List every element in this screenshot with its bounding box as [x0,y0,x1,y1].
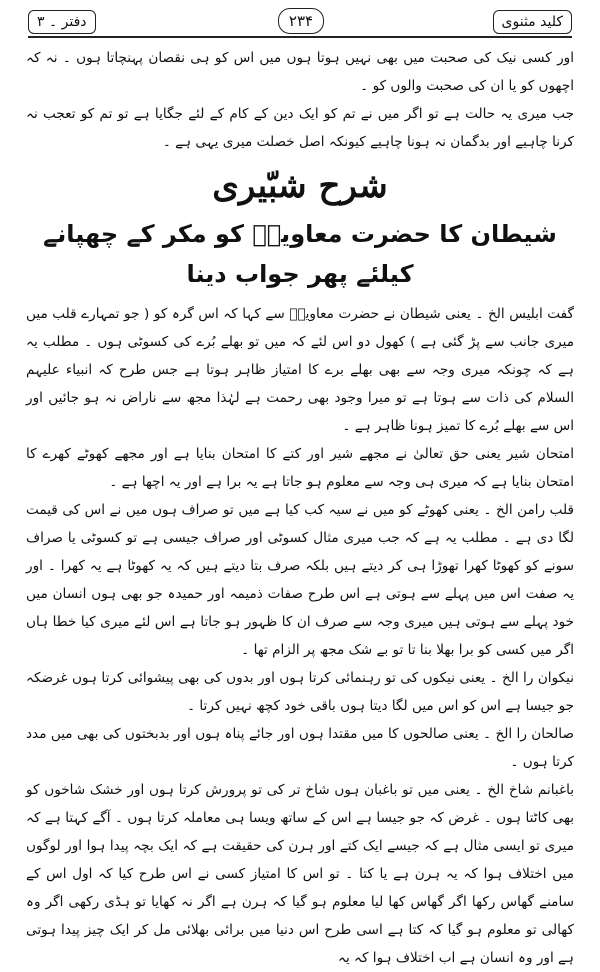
paragraph: امتحان شیر یعنی حق تعالیٰ نے مجھے شیر اور کتے کا امتحان بنایا ہے اور مجھے کھوٹے کھرے کا امتحان بنایا ہے کہ میری ہی وجہ سے معلوم ہو جاتا ہے یہ برا ہے اور یہ اچھا ہے ۔ [26,446,574,490]
paragraph: باغبانم شاخ الخ ۔ یعنی میں تو باغبان ہوں شاخ تر کی تو پرورش کرتا ہوں اور خشک شاخوں کو بھی کاٹتا ہوں ۔ غرض کہ جو جیسا ہے اس کے ساتھ ویسا ہی معاملہ کرتا ہوں ۔ آگے کہتا ہے کہ میری تو ایسی مثال ہے کہ جیسے ایک کتے اور ہرن کی حقیقت ہے کہ ایک بچہ پیدا ہوا اور لوگوں میں اختلاف ہوا کہ یہ ہرن ہے یا کتا ۔ تو اس کا امتیاز کسی نے اس طرح کیا کہ اول اس کے سامنے گھاس رکھا اگر گھاس کھا لیا معلوم ہو گیا کہ ہرن ہے اگر نہ کھایا تو ہڈی رکھی اگر وہ کھالی تو معلوم ہو گیا کہ کتا ہے اسی طرح اس دنیا میں برائی بھلائی مل کر ایک چیز پیدا ہوتی ہے اور وہ انسان ہے اب اختلاف ہوا کہ یہ [26,782,574,966]
paragraph: نیکوان را الخ ۔ یعنی نیکوں کی تو رہنمائی کرتا ہوں اور بدوں کی بھی پیشوائی کرتا ہوں غرضکہ جو جیسا ہے اس کو اس میں لگا دیتا ہوں باقی خود کچھ نہیں کرتا ۔ [26,670,574,714]
page-body [26,44,574,972]
section-heading: شیطان کا حضرت معاویہؓ کو مکر کے چھپانے کیلئے پھر جواب دینا [43,220,557,288]
ornamental-heading: شرح شبّیری [212,166,388,206]
page-number: ۲۳۴ [278,8,324,34]
book-title: کلید مثنوی [493,10,572,34]
page-header [28,8,572,38]
paragraph: صالحان را الخ ۔ یعنی صالحوں کا میں مقتدا ہوں اور جائے پناہ ہوں اور بدبختوں کی بھی میں مدد کرتا ہوں ۔ [26,726,574,770]
paragraph: قلب رامن الخ ۔ یعنی کھوٹے کو میں نے سیہ کب کیا ہے میں تو صراف ہوں میں نے اس کی قیمت لگا دی ہے ۔ مطلب یہ ہے کہ جب میری مثال کسوٹی اور صراف جیسی ہے تو کسوٹی یا صراف سونے کو کھوٹا کھرا تھوڑا ہی کر دیتے ہیں بلکہ صرف بتا دیتے ہیں کہ یہ کھوٹا ہے یہ کھرا ۔ اور یہ صفت اس میں پہلے سے ہوتی ہے اس طرح صفات ذمیمہ اور حمیدہ جو بھی ہوں انسان میں خود پہلے سے ہوتی ہیں میری وجہ سے صرف ان کا ظہور ہو جاتا ہے اس لئے میری کیا خطا ہاں اگر میں کسی کو برا بھلا بنا تا تو بے شک مجھ پر الزام تھا ۔ [26,502,574,658]
paragraph: جب میری یہ حالت ہے تو اگر میں نے تم کو ایک دین کے کام کے لئے جگایا ہے تو تم کو تعجب نہ کرنا چاہیے اور بدگمان نہ ہونا چاہیے کیونکہ اصل خصلت میری یہی ہے ۔ [26,106,574,150]
paragraph: گفت ابلیس الخ ۔ یعنی شیطان نے حضرت معاویہؓ سے کہا کہ اس گرہ کو ( جو تمہارے قلب میں میری جانب سے پڑ گئی ہے ) کھول دو اس لئے کہ میں تو بھلے بُرے کی کسوٹی ہوں ۔ مطلب یہ ہے کہ چونکہ میری وجہ سے بھی بھلے برے کا امتیاز ظاہر ہوتا ہے جس طرح کہ انبیاء علیہم السلام کی ذات سے ہوتا ہے تو میرا وجود بھی رحمت ہے لہٰذا مجھ سے ناراض نہ ہو جائیں اور اس سے بھلے بُرے کا تمیز ہونا ظاہر ہے ۔ [26,306,574,434]
paragraph: اور کسی نیک کی صحبت میں بھی نہیں ہوتا ہوں میں اس کو ہی نقصان پہنچاتا ہوں ۔ نہ کہ اچھوں کو یا ان کی صحبت والوں کو ۔ [26,50,574,94]
section-label: دفتر ۔ ۳ [28,10,96,34]
